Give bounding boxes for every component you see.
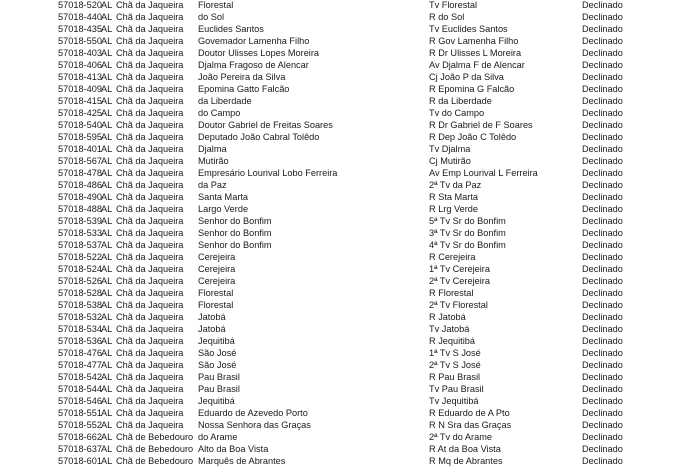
neighborhood-cell: Chã de Bebedouro xyxy=(116,456,194,466)
cep-cell: 57018-542 xyxy=(58,372,102,382)
cep-cell: 57018-522 xyxy=(58,252,102,262)
cep-cell: 57018-601 xyxy=(58,456,102,466)
state-cell: AL xyxy=(101,132,113,142)
street-name-cell: Djalma Fragoso de Alencar xyxy=(198,60,309,70)
neighborhood-cell: Chã da Jaqueira xyxy=(116,396,184,406)
street-name-cell: Doutor Gabriel de Freitas Soares xyxy=(198,120,333,130)
table-row xyxy=(0,407,697,419)
status-cell: Declinado xyxy=(582,216,623,226)
state-cell: AL xyxy=(101,384,113,394)
state-cell: AL xyxy=(101,72,113,82)
table-row xyxy=(0,323,697,335)
street-name-cell: Jatobá xyxy=(198,324,226,334)
cep-cell: 57018-409 xyxy=(58,84,102,94)
status-cell: Declinado xyxy=(582,300,623,310)
cep-cell: 57018-401 xyxy=(58,144,102,154)
table-row xyxy=(0,203,697,215)
table-row xyxy=(0,287,697,299)
neighborhood-cell: Chã da Jaqueira xyxy=(116,168,184,178)
street-abbrev-cell: R Dr Gabriel de F Soares xyxy=(429,120,533,130)
neighborhood-cell: Chã da Jaqueira xyxy=(116,180,184,190)
street-name-cell: Epomina Gatto Falcão xyxy=(198,84,290,94)
state-cell: AL xyxy=(101,288,113,298)
table-row xyxy=(0,383,697,395)
street-abbrev-cell: Cj Mutirão xyxy=(429,156,471,166)
street-abbrev-cell: Tv Djalma xyxy=(429,144,471,154)
neighborhood-cell: Chã da Jaqueira xyxy=(116,108,184,118)
street-name-cell: São José xyxy=(198,360,237,370)
status-cell: Declinado xyxy=(582,396,623,406)
street-abbrev-cell: 2ª Tv do Arame xyxy=(429,432,492,442)
neighborhood-cell: Chã da Jaqueira xyxy=(116,12,184,22)
street-abbrev-cell: 2ª Tv Cerejeira xyxy=(429,276,490,286)
street-abbrev-cell: 2ª Tv da Paz xyxy=(429,180,482,190)
street-abbrev-cell: 1ª Tv Cerejeira xyxy=(429,264,490,274)
state-cell: AL xyxy=(101,300,113,310)
table-row xyxy=(0,131,697,143)
neighborhood-cell: Chã da Jaqueira xyxy=(116,72,184,82)
neighborhood-cell: Chã da Jaqueira xyxy=(116,348,184,358)
street-abbrev-cell: Tv Jequitibá xyxy=(429,396,479,406)
state-cell: AL xyxy=(101,156,113,166)
state-cell: AL xyxy=(101,216,113,226)
street-name-cell: Cerejeira xyxy=(198,252,236,262)
state-cell: AL xyxy=(101,84,113,94)
street-abbrev-cell: Tv Pau Brasil xyxy=(429,384,484,394)
neighborhood-cell: Chã da Jaqueira xyxy=(116,408,184,418)
status-cell: Declinado xyxy=(582,84,623,94)
table-row xyxy=(0,335,697,347)
status-cell: Declinado xyxy=(582,192,623,202)
cep-cell: 57018-490 xyxy=(58,192,102,202)
street-name-cell: Cerejeira xyxy=(198,264,236,274)
street-name-cell: Jequitibá xyxy=(198,396,235,406)
status-cell: Declinado xyxy=(582,144,623,154)
table-row xyxy=(0,155,697,167)
cep-cell: 57018-538 xyxy=(58,300,102,310)
cep-cell: 57018-528 xyxy=(58,288,102,298)
neighborhood-cell: Chã da Jaqueira xyxy=(116,420,184,430)
table-row xyxy=(0,455,697,467)
table-row xyxy=(0,215,697,227)
state-cell: AL xyxy=(101,408,113,418)
status-cell: Declinado xyxy=(582,312,623,322)
street-abbrev-cell: Tv Florestal xyxy=(429,0,477,10)
cep-cell: 57018-533 xyxy=(58,228,102,238)
street-abbrev-cell: Av Emp Lourival L Ferreira xyxy=(429,168,538,178)
state-cell: AL xyxy=(101,312,113,322)
status-cell: Declinado xyxy=(582,120,623,130)
state-cell: AL xyxy=(101,24,113,34)
state-cell: AL xyxy=(101,420,113,430)
status-cell: Declinado xyxy=(582,384,623,394)
cep-cell: 57018-425 xyxy=(58,108,102,118)
state-cell: AL xyxy=(101,60,113,70)
neighborhood-cell: Chã da Jaqueira xyxy=(116,48,184,58)
cep-cell: 57018-403 xyxy=(58,48,102,58)
state-cell: AL xyxy=(101,180,113,190)
street-name-cell: Empresário Lourival Lobo Ferreira xyxy=(198,168,338,178)
street-abbrev-cell: Tv Jatobá xyxy=(429,324,470,334)
street-name-cell: Santa Marta xyxy=(198,192,249,202)
neighborhood-cell: Chã da Jaqueira xyxy=(116,312,184,322)
cep-cell: 57018-415 xyxy=(58,96,102,106)
street-name-cell: Senhor do Bonfim xyxy=(198,240,272,250)
status-cell: Declinado xyxy=(582,276,623,286)
cep-cell: 57018-526 xyxy=(58,276,102,286)
table-row xyxy=(0,191,697,203)
status-cell: Declinado xyxy=(582,336,623,346)
status-cell: Declinado xyxy=(582,204,623,214)
cep-cell: 57018-406 xyxy=(58,60,102,70)
state-cell: AL xyxy=(101,432,113,442)
table-row xyxy=(0,239,697,251)
neighborhood-cell: Chã da Jaqueira xyxy=(116,360,184,370)
status-cell: Declinado xyxy=(582,408,623,418)
street-name-cell: do Arame xyxy=(198,432,238,442)
state-cell: AL xyxy=(101,120,113,130)
neighborhood-cell: Chã da Jaqueira xyxy=(116,60,184,70)
table-row xyxy=(0,11,697,23)
cep-cell: 57018-567 xyxy=(58,156,102,166)
table-row xyxy=(0,83,697,95)
table-row xyxy=(0,0,697,11)
state-cell: AL xyxy=(101,12,113,22)
street-abbrev-cell: R N Sra das Graças xyxy=(429,420,512,430)
status-cell: Declinado xyxy=(582,264,623,274)
street-name-cell: Senhor do Bonfim xyxy=(198,228,272,238)
status-cell: Declinado xyxy=(582,96,623,106)
street-name-cell: Nossa Senhora das Graças xyxy=(198,420,311,430)
street-abbrev-cell: R Jequitibá xyxy=(429,336,475,346)
street-name-cell: Pau Brasil xyxy=(198,372,240,382)
street-name-cell: Jatobá xyxy=(198,312,226,322)
status-cell: Declinado xyxy=(582,348,623,358)
state-cell: AL xyxy=(101,204,113,214)
street-abbrev-cell: R Mq de Abrantes xyxy=(429,456,503,466)
state-cell: AL xyxy=(101,324,113,334)
state-cell: AL xyxy=(101,96,113,106)
street-name-cell: Florestal xyxy=(198,300,234,310)
table-row xyxy=(0,275,697,287)
cep-cell: 57018-540 xyxy=(58,120,102,130)
cep-cell: 57018-476 xyxy=(58,348,102,358)
status-cell: Declinado xyxy=(582,12,623,22)
street-name-cell: do Sol xyxy=(198,12,225,22)
cep-cell: 57018-534 xyxy=(58,324,102,334)
cep-cell: 57018-595 xyxy=(58,132,102,142)
state-cell: AL xyxy=(101,0,113,10)
street-name-cell: Eduardo de Azevedo Porto xyxy=(198,408,308,418)
status-cell: Declinado xyxy=(582,0,623,10)
status-cell: Declinado xyxy=(582,132,623,142)
street-name-cell: Euclides Santos xyxy=(198,24,264,34)
street-abbrev-cell: Tv Euclides Santos xyxy=(429,24,508,34)
cep-cell: 57018-539 xyxy=(58,216,102,226)
state-cell: AL xyxy=(101,336,113,346)
table-row xyxy=(0,167,697,179)
cep-cell: 57018-488 xyxy=(58,204,102,214)
street-abbrev-cell: R At da Boa Vista xyxy=(429,444,501,454)
table-row xyxy=(0,371,697,383)
state-cell: AL xyxy=(101,252,113,262)
status-cell: Declinado xyxy=(582,444,623,454)
street-abbrev-cell: 3ª Tv Sr do Bonfim xyxy=(429,228,506,238)
table-row xyxy=(0,95,697,107)
street-abbrev-cell: R da Liberdade xyxy=(429,96,492,106)
table-row xyxy=(0,419,697,431)
cep-cell: 57018-520 xyxy=(58,0,102,10)
state-cell: AL xyxy=(101,192,113,202)
neighborhood-cell: Chã da Jaqueira xyxy=(116,192,184,202)
street-name-cell: Florestal xyxy=(198,288,234,298)
cep-cell: 57018-552 xyxy=(58,420,102,430)
state-cell: AL xyxy=(101,240,113,250)
street-abbrev-cell: Tv do Campo xyxy=(429,108,485,118)
state-cell: AL xyxy=(101,36,113,46)
street-name-cell: Deputado João Cabral Tolêdo xyxy=(198,132,320,142)
table-row xyxy=(0,299,697,311)
street-abbrev-cell: R do Sol xyxy=(429,12,465,22)
state-cell: AL xyxy=(101,48,113,58)
status-cell: Declinado xyxy=(582,24,623,34)
table-row xyxy=(0,251,697,263)
street-abbrev-cell: 4ª Tv Sr do Bonfim xyxy=(429,240,506,250)
street-name-cell: Largo Verde xyxy=(198,204,249,214)
table-row xyxy=(0,71,697,83)
neighborhood-cell: Chã da Jaqueira xyxy=(116,324,184,334)
street-abbrev-cell: R Jatobá xyxy=(429,312,466,322)
state-cell: AL xyxy=(101,108,113,118)
table-row xyxy=(0,23,697,35)
state-cell: AL xyxy=(101,396,113,406)
cep-cell: 57018-546 xyxy=(58,396,102,406)
cep-cell: 57018-486 xyxy=(58,180,102,190)
cep-cell: 57018-551 xyxy=(58,408,102,418)
table-row xyxy=(0,431,697,443)
cep-cell: 57018-662 xyxy=(58,432,102,442)
status-cell: Declinado xyxy=(582,252,623,262)
state-cell: AL xyxy=(101,144,113,154)
neighborhood-cell: Chã de Bebedouro xyxy=(116,444,194,454)
status-cell: Declinado xyxy=(582,360,623,370)
neighborhood-cell: Chã da Jaqueira xyxy=(116,336,184,346)
cep-cell: 57018-550 xyxy=(58,36,102,46)
street-abbrev-cell: 1ª Tv S José xyxy=(429,348,481,358)
neighborhood-cell: Chã da Jaqueira xyxy=(116,0,184,10)
street-abbrev-cell: Cj João P da Silva xyxy=(429,72,504,82)
neighborhood-cell: Chã da Jaqueira xyxy=(116,288,184,298)
neighborhood-cell: Chã da Jaqueira xyxy=(116,264,184,274)
neighborhood-cell: Chã da Jaqueira xyxy=(116,240,184,250)
cep-cell: 57018-536 xyxy=(58,336,102,346)
cep-cell: 57018-524 xyxy=(58,264,102,274)
street-abbrev-cell: R Dr Ulisses L Moreira xyxy=(429,48,522,58)
street-name-cell: Djalma xyxy=(198,144,227,154)
table-row xyxy=(0,179,697,191)
state-cell: AL xyxy=(101,228,113,238)
neighborhood-cell: Chã da Jaqueira xyxy=(116,144,184,154)
status-cell: Declinado xyxy=(582,48,623,58)
status-cell: Declinado xyxy=(582,324,623,334)
neighborhood-cell: Chã da Jaqueira xyxy=(116,36,184,46)
status-cell: Declinado xyxy=(582,432,623,442)
street-name-cell: do Campo xyxy=(198,108,241,118)
street-name-cell: Mutirão xyxy=(198,156,229,166)
street-abbrev-cell: R Epomina G Falcão xyxy=(429,84,515,94)
street-name-cell: Marquês de Abrantes xyxy=(198,456,286,466)
table-row xyxy=(0,143,697,155)
table-row xyxy=(0,59,697,71)
cep-cell: 57018-537 xyxy=(58,240,102,250)
street-abbrev-cell: R Pau Brasil xyxy=(429,372,481,382)
street-name-cell: da Paz xyxy=(198,180,227,190)
cep-cell: 57018-435 xyxy=(58,24,102,34)
neighborhood-cell: Chã da Jaqueira xyxy=(116,228,184,238)
street-name-cell: Florestal xyxy=(198,0,234,10)
status-cell: Declinado xyxy=(582,72,623,82)
status-cell: Declinado xyxy=(582,240,623,250)
status-cell: Declinado xyxy=(582,36,623,46)
neighborhood-cell: Chã da Jaqueira xyxy=(116,372,184,382)
street-name-cell: Senhor do Bonfim xyxy=(198,216,272,226)
street-name-cell: João Pereira da Silva xyxy=(198,72,286,82)
state-cell: AL xyxy=(101,444,113,454)
street-abbrev-cell: R Eduardo de A Pto xyxy=(429,408,510,418)
table-row xyxy=(0,227,697,239)
street-abbrev-cell: R Gov Lamenha Filho xyxy=(429,36,519,46)
neighborhood-cell: Chã da Jaqueira xyxy=(116,84,184,94)
street-name-cell: Doutor Ulisses Lopes Moreira xyxy=(198,48,320,58)
table-row xyxy=(0,311,697,323)
neighborhood-cell: Chã da Jaqueira xyxy=(116,300,184,310)
street-abbrev-cell: Av Djalma F de Alencar xyxy=(429,60,525,70)
neighborhood-cell: Chã da Jaqueira xyxy=(116,276,184,286)
table-row xyxy=(0,395,697,407)
street-name-cell: Jequitibá xyxy=(198,336,235,346)
neighborhood-cell: Chã da Jaqueira xyxy=(116,156,184,166)
neighborhood-cell: Chã da Jaqueira xyxy=(116,216,184,226)
state-cell: AL xyxy=(101,348,113,358)
neighborhood-cell: Chã da Jaqueira xyxy=(116,132,184,142)
street-name-cell: Govemador Lamenha Filho xyxy=(198,36,310,46)
street-abbrev-cell: R Florestal xyxy=(429,288,474,298)
cep-cell: 57018-440 xyxy=(58,12,102,22)
cep-cell: 57018-532 xyxy=(58,312,102,322)
street-name-cell: da Liberdade xyxy=(198,96,252,106)
neighborhood-cell: Chã da Jaqueira xyxy=(116,384,184,394)
table-row xyxy=(0,119,697,131)
cep-cell: 57018-477 xyxy=(58,360,102,370)
status-cell: Declinado xyxy=(582,180,623,190)
state-cell: AL xyxy=(101,360,113,370)
street-name-cell: Alto da Boa Vista xyxy=(198,444,269,454)
street-abbrev-cell: 5ª Tv Sr do Bonfim xyxy=(429,216,506,226)
street-abbrev-cell: R Cerejeira xyxy=(429,252,476,262)
neighborhood-cell: Chã da Jaqueira xyxy=(116,120,184,130)
state-cell: AL xyxy=(101,456,113,466)
table-row xyxy=(0,263,697,275)
status-cell: Declinado xyxy=(582,288,623,298)
table-row xyxy=(0,347,697,359)
status-cell: Declinado xyxy=(582,168,623,178)
status-cell: Declinado xyxy=(582,108,623,118)
neighborhood-cell: Chã da Jaqueira xyxy=(116,96,184,106)
cep-cell: 57018-637 xyxy=(58,444,102,454)
neighborhood-cell: Chã da Jaqueira xyxy=(116,24,184,34)
table-row xyxy=(0,107,697,119)
street-abbrev-cell: R Lrg Verde xyxy=(429,204,479,214)
neighborhood-cell: Chã da Jaqueira xyxy=(116,204,184,214)
status-cell: Declinado xyxy=(582,156,623,166)
status-cell: Declinado xyxy=(582,372,623,382)
table-row xyxy=(0,47,697,59)
neighborhood-cell: Chã da Jaqueira xyxy=(116,252,184,262)
cep-cell: 57018-478 xyxy=(58,168,102,178)
table-row xyxy=(0,443,697,455)
cep-cell: 57018-544 xyxy=(58,384,102,394)
cep-cell: 57018-413 xyxy=(58,72,102,82)
state-cell: AL xyxy=(101,372,113,382)
street-abbrev-cell: 2ª Tv S José xyxy=(429,360,481,370)
status-cell: Declinado xyxy=(582,60,623,70)
status-cell: Declinado xyxy=(582,228,623,238)
state-cell: AL xyxy=(101,168,113,178)
table-row xyxy=(0,35,697,47)
neighborhood-cell: Chã de Bebedouro xyxy=(116,432,194,442)
status-cell: Declinado xyxy=(582,456,623,466)
street-name-cell: São José xyxy=(198,348,237,358)
state-cell: AL xyxy=(101,276,113,286)
street-abbrev-cell: R Sta Marta xyxy=(429,192,479,202)
street-abbrev-cell: 2ª Tv Florestal xyxy=(429,300,488,310)
street-name-cell: Cerejeira xyxy=(198,276,236,286)
state-cell: AL xyxy=(101,264,113,274)
street-name-cell: Pau Brasil xyxy=(198,384,240,394)
table-row xyxy=(0,359,697,371)
status-cell: Declinado xyxy=(582,420,623,430)
street-abbrev-cell: R Dep João C Tolêdo xyxy=(429,132,517,142)
